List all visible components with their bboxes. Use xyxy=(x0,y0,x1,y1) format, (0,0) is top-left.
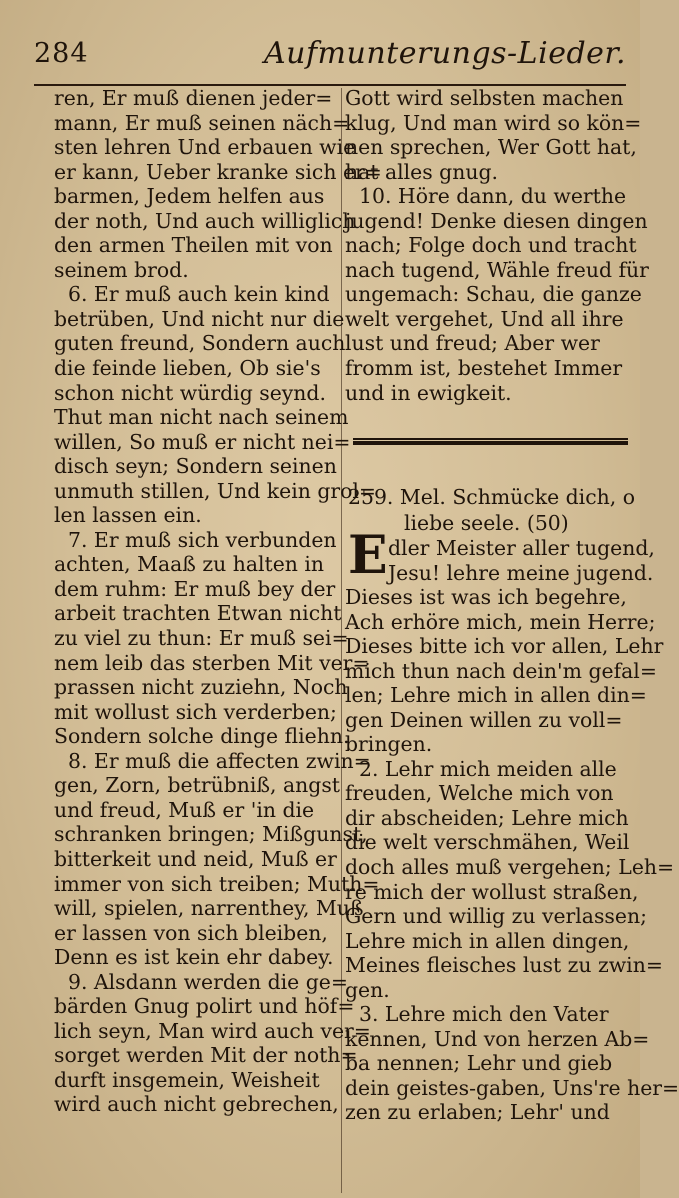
hymn-heading-line-2: liebe seele. (50) xyxy=(404,511,569,535)
text-line: Lehre mich in allen dingen, xyxy=(345,928,630,953)
text-line: mich thun nach dein'm gefal= xyxy=(345,658,657,683)
text-line: klug, Und man wird so kön= xyxy=(345,110,642,135)
text-line: dein geistes-gaben, Uns're her= xyxy=(345,1075,679,1100)
text-line: dem ruhm: Er muß bey der xyxy=(54,576,336,601)
text-line: der noth, Und auch williglich xyxy=(54,208,356,233)
text-line: arbeit trachten Etwan nicht xyxy=(54,601,342,626)
text-line: gen, Zorn, betrübniß, angst xyxy=(54,773,340,798)
text-line: sorget werden Mit der noth= xyxy=(54,1043,358,1068)
hymn-heading-line-1: 259. Mel. Schmücke dich, o xyxy=(348,485,635,509)
text-line: er lassen von sich bleiben, xyxy=(54,920,328,945)
text-line: willen, So muß er nicht nei= xyxy=(54,429,351,454)
text-line: mann, Er muß seinen näch= xyxy=(54,110,350,135)
text-line: zen zu erlaben; Lehr' und xyxy=(345,1100,610,1125)
text-line: ungemach: Schau, die ganze xyxy=(345,282,642,307)
text-line: fromm ist, bestehet Immer xyxy=(345,356,623,381)
text-line: sten lehren Und erbauen wie xyxy=(54,135,356,160)
text-line: nach; Folge doch und tracht xyxy=(345,233,637,258)
text-line: kennen, Und von herzen Ab= xyxy=(345,1026,650,1051)
text-line: nem leib das sterben Mit ver= xyxy=(54,650,370,675)
text-line: prassen nicht zuziehn, Noch xyxy=(54,675,348,700)
text-line: hat alles gnug. xyxy=(345,159,499,184)
text-line: nach tugend, Wähle freud für xyxy=(345,257,649,282)
hymn-body xyxy=(345,585,679,1125)
text-line: ren, Er muß dienen jeder= xyxy=(54,86,333,110)
text-line: barmen, Jedem helfen aus xyxy=(54,184,325,209)
text-line: 8. Er muß die affecten zwin= xyxy=(68,748,371,773)
text-line: Dieses ist was ich begehre, xyxy=(345,585,627,609)
text-line: bringen. xyxy=(345,732,433,757)
text-line: und in ewigkeit. xyxy=(345,380,512,405)
text-line: dir abscheiden; Lehre mich xyxy=(345,805,629,830)
text-line: will, spielen, narrenthey, Muß xyxy=(54,896,364,921)
text-line: doch alles muß vergehen; Leh= xyxy=(345,855,675,880)
text-line: achten, Maaß zu halten in xyxy=(54,552,325,577)
left-column xyxy=(54,86,382,1117)
text-line: durft insgemein, Weisheit xyxy=(54,1067,320,1092)
text-line: unmuth stillen, Und kein grol= xyxy=(54,478,377,503)
text-line: Jesu! lehre meine jugend. xyxy=(388,560,654,585)
text-line: immer von sich treiben; Muth= xyxy=(54,871,380,896)
hymn-heading xyxy=(348,484,635,536)
text-line: und freud, Muß er 'in die xyxy=(54,797,315,822)
text-line: 6. Er muß auch kein kind xyxy=(68,282,330,307)
text-line: schranken bringen; Mißgunst, xyxy=(54,822,368,847)
text-line: Gern und willig zu verlassen; xyxy=(345,904,647,929)
page-number: 284 xyxy=(34,38,89,69)
text-line: len; Lehre mich in allen din= xyxy=(345,683,647,708)
hymn-first-lines xyxy=(388,536,655,585)
text-line: Dieses bitte ich vor allen, Lehr xyxy=(345,634,664,659)
text-line: Gott wird selbsten machen xyxy=(345,86,624,110)
text-line: 9. Alsdann werden die ge= xyxy=(68,969,348,994)
text-line: welt vergehet, Und all ihre xyxy=(345,306,624,331)
text-line: er kann, Ueber kranke sich er= xyxy=(54,159,382,184)
text-line: gen Deinen willen zu voll= xyxy=(345,707,623,732)
text-line: lust und freud; Aber wer xyxy=(345,331,600,356)
text-line: dler Meister aller tugend, xyxy=(388,536,655,560)
text-line: 7. Er muß sich verbunden xyxy=(68,527,337,552)
right-column-top xyxy=(345,86,649,405)
text-line: ba nennen; Lehr und gieb xyxy=(345,1051,613,1076)
text-line: lich seyn, Man wird auch ver= xyxy=(54,1018,371,1043)
running-title: Aufmunterungs-Lieder. xyxy=(263,36,626,71)
text-line: nen sprechen, Wer Gott hat, xyxy=(345,135,637,160)
text-line: 3. Lehre mich den Vater xyxy=(359,1002,609,1027)
text-line: jugend! Denke diesen dingen xyxy=(345,208,648,233)
text-line: Thut man nicht nach seinem xyxy=(54,405,349,430)
text-line: disch seyn; Sondern seinen xyxy=(54,454,337,479)
text-line: guten freund, Sondern auch xyxy=(54,331,346,356)
text-line: 2. Lehr mich meiden alle xyxy=(359,756,617,781)
text-line: Sondern solche dinge fliehn. xyxy=(54,724,350,749)
text-line: zu viel zu thun: Er muß sei= xyxy=(54,626,349,651)
page-header xyxy=(34,30,626,86)
text-line: Denn es ist kein ehr dabey. xyxy=(54,945,334,970)
text-line: 10. Höre dann, du werthe xyxy=(359,184,627,209)
text-line: bitterkeit und neid, Muß er xyxy=(54,846,337,871)
text-line: gen. xyxy=(345,977,390,1002)
text-line: betrüben, Und nicht nur die xyxy=(54,306,345,331)
text-line: schon nicht würdig seynd. xyxy=(54,380,326,405)
text-line: re mich der wollust straßen, xyxy=(345,879,639,904)
text-line: mit wollust sich verderben; xyxy=(54,699,337,724)
text-line: bärden Gnug polirt und höf= xyxy=(54,994,355,1019)
text-line: len lassen ein. xyxy=(54,503,202,528)
text-line: die feinde lieben, Ob sie's xyxy=(54,356,321,381)
text-line: Meines fleisches lust zu zwin= xyxy=(345,953,663,978)
text-line: den armen Theilen mit von xyxy=(54,233,333,258)
text-line: wird auch nicht gebrechen, xyxy=(54,1092,339,1117)
hymn-dropcap: E xyxy=(348,525,388,586)
text-line: freuden, Welche mich von xyxy=(345,781,614,806)
text-line: Ach erhöre mich, mein Herre; xyxy=(345,609,656,634)
text-line: die welt verschmähen, Weil xyxy=(345,830,630,855)
text-line: seinem brod. xyxy=(54,257,189,282)
section-rule xyxy=(353,438,628,445)
